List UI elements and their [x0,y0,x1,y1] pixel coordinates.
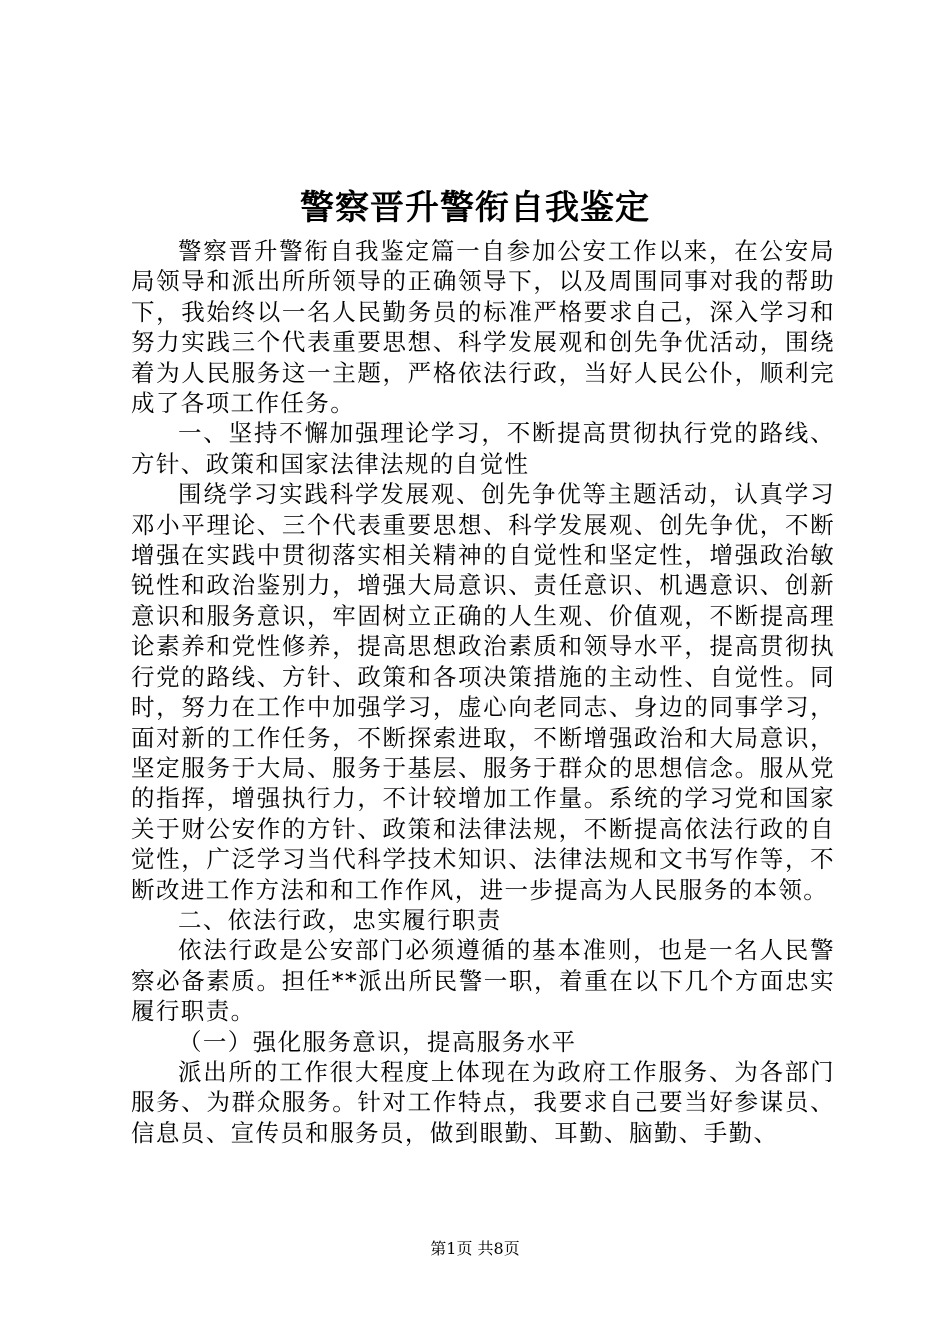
section-heading-1: 一、坚持不懈加强理论学习，不断提高贯彻执行党的路线、方针、政策和国家法律法规的自觉性 [131,419,835,478]
paragraph-service: 派出所的工作很大程度上体现在为政府工作服务、为各部门服务、为群众服务。针对工作特点，我要求自己要当好参谋员、信息员、宣传员和服务员，做到眼勤、耳勤、脑勤、手勤、 [131,1057,835,1147]
paragraph-theory-study: 围绕学习实践科学发展观、创先争优等主题活动，认真学习邓小平理论、三个代表重要思想、科学发展观、创先争优，不断增强在实践中贯彻落实相关精神的自觉性和坚定性，增强政治敏锐性和政治鉴别力，增强大局意识、责任意识、机遇意识、创新意识和服务意识，牢固树立正确的人生观、价值观，不断提高理论素养和党性修养，提高思想政治素质和领导水平，提高贯彻执行党的路线、方针、政策和各项决策措施的主动性、自觉性。同时，努力在工作中加强学习，虚心向老同志、身边的同事学习，面对新的工作任务，不断探索进取，不断增强政治和大局意识，坚定服务于大局、服务于基层、服务于群众的思想信念。服从党的指挥，增强执行力，不计较增加工作量。系统的学习党和国家关于财公安作的方针、政策和法律法规，不断提高依法行政的自觉性，广泛学习当代科学技术知识、法律法规和文书写作等，不断改进工作方法和和工作作风，进一步提高为人民服务的本领。 [131,480,835,904]
document-body [131,236,835,1148]
subsection-heading-1: （一）强化服务意识，提高服务水平 [178,1027,577,1056]
paragraph-intro: 警察晋升警衔自我鉴定篇一自参加公安工作以来，在公安局局领导和派出所所领导的正确领导下，以及周围同事对我的帮助下，我始终以一名人民勤务员的标准严格要求自己，深入学习和努力实践三个代表重要思想、科学发展观和创先争优活动，围绕着为人民服务这一主题，严格依法行政，当好人民公仆，顺利完成了各项工作任务。 [131,237,835,418]
document-title: 警察晋升警衔自我鉴定 [300,188,650,228]
page-number-footer: 第1页 共8页 [430,1239,520,1258]
section-heading-2: 二、依法行政，忠实履行职责 [178,905,502,934]
paragraph-law-admin: 依法行政是公安部门必须遵循的基本准则，也是一名人民警察必备素质。担任**派出所民警一职，着重在以下几个方面忠实履行职责。 [131,936,835,1026]
